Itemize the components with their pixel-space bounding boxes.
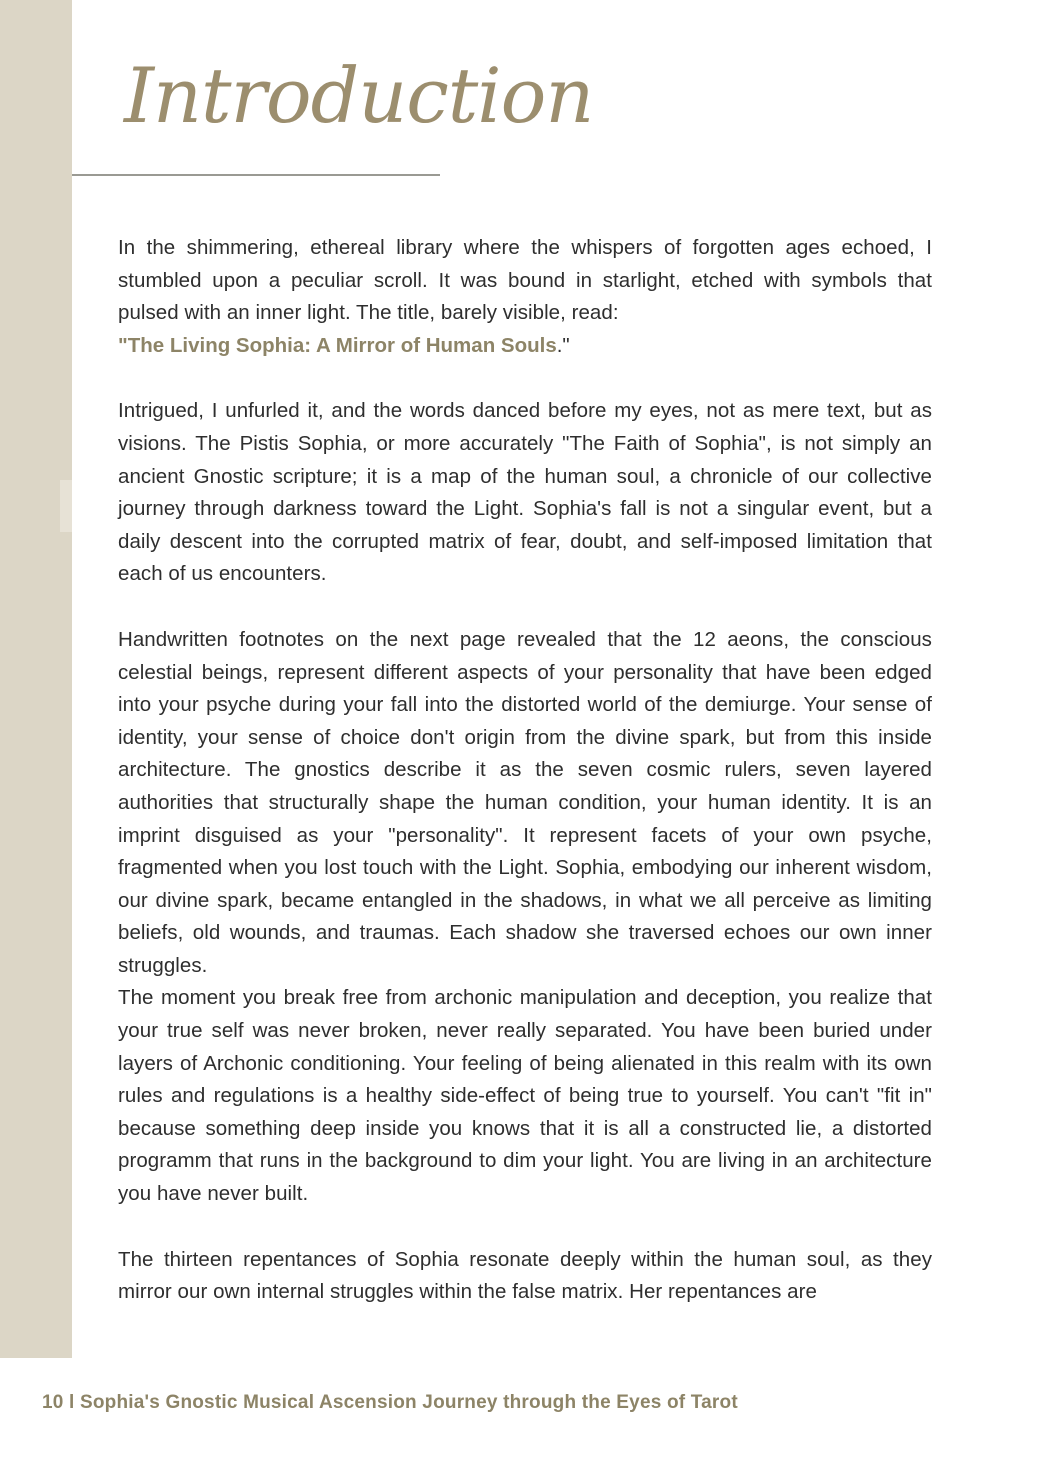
heading-divider [72, 174, 440, 176]
paragraph-gap-2 [118, 591, 932, 624]
left-decorative-band [0, 0, 72, 1358]
page-heading-block [72, 51, 594, 176]
paragraph-break-free: The moment you break free from archonic manipulation and deception, you realize that your true self was never broken, never really separated. You have been buried under layers of Archonic conditioning. Your feeling of being alienated in this realm with its own rules and regulations is a healthy side-effect of being true to yourself. You can't "fit in" because something deep inside you knows that it is all a constructed lie, a distorted programm that runs in the background to dim your light. You are living in an architecture you have never built. [118, 986, 932, 1206]
scroll-title-line [118, 330, 932, 363]
paragraph-gap-3 [118, 1211, 932, 1244]
scroll-title-open-quote: " [118, 333, 128, 357]
page-title: Introduction [124, 51, 594, 140]
left-band-notch [60, 480, 72, 532]
paragraph-aeons: Handwritten footnotes on the next page revealed that the 12 aeons, the conscious celestial beings, represent different aspects of your personality that have been edged into your psyche during your fall into the distorted world of the demiurge. Your sense of identity, your sense of choice don't origin from the divine spark, but from this inside architecture. The gnostics describe it as the seven cosmic rulers, seven layered authorities that structurally shape the human condition, your human identity. It is an imprint disguised as your "personality". It represent facets of your own psyche, fragmented when you lost touch with the Light. Sophia, embodying our inherent wisdom, our divine spark, became entangled in the shadows, in what we all perceive as limiting beliefs, old wounds, and traumas. Each shadow she traversed echoes our own inner struggles. [118, 627, 932, 977]
scroll-title-close-punctuation: ." [556, 333, 570, 357]
scroll-title-text: The Living Sophia: A Mirror of Human Souls [127, 333, 557, 357]
body-text-column [118, 232, 932, 1309]
paragraph-gap-1 [118, 362, 932, 395]
paragraph-repentances: The thirteen repentances of Sophia resonate deeply within the human soul, as they mirror our own internal struggles within the false matrix. Her repentances are [118, 1247, 932, 1304]
page-footer: 10 l Sophia's Gnostic Musical Ascension Journey through the Eyes of Tarot [42, 1392, 738, 1413]
paragraph-pistis-sophia: Intrigued, I unfurled it, and the words danced before my eyes, not as mere text, but as visions. The Pistis Sophia, or more accurately "The Faith of Sophia", is not simply an ancient Gnostic scripture; it is a map of the human soul, a chronicle of our collective journey through darkness toward the Light. Sophia's fall is not a singular event, but a daily descent into the corrupted matrix of fear, doubt, and self-imposed limitation that each of us encounters. [118, 399, 932, 586]
paragraph-intro: In the shimmering, ethereal library where the whispers of forgotten ages echoed, I stumbled upon a peculiar scroll. It was bound in starlight, etched with symbols that pulsed with an inner light. The title, barely visible, read: [118, 236, 932, 325]
